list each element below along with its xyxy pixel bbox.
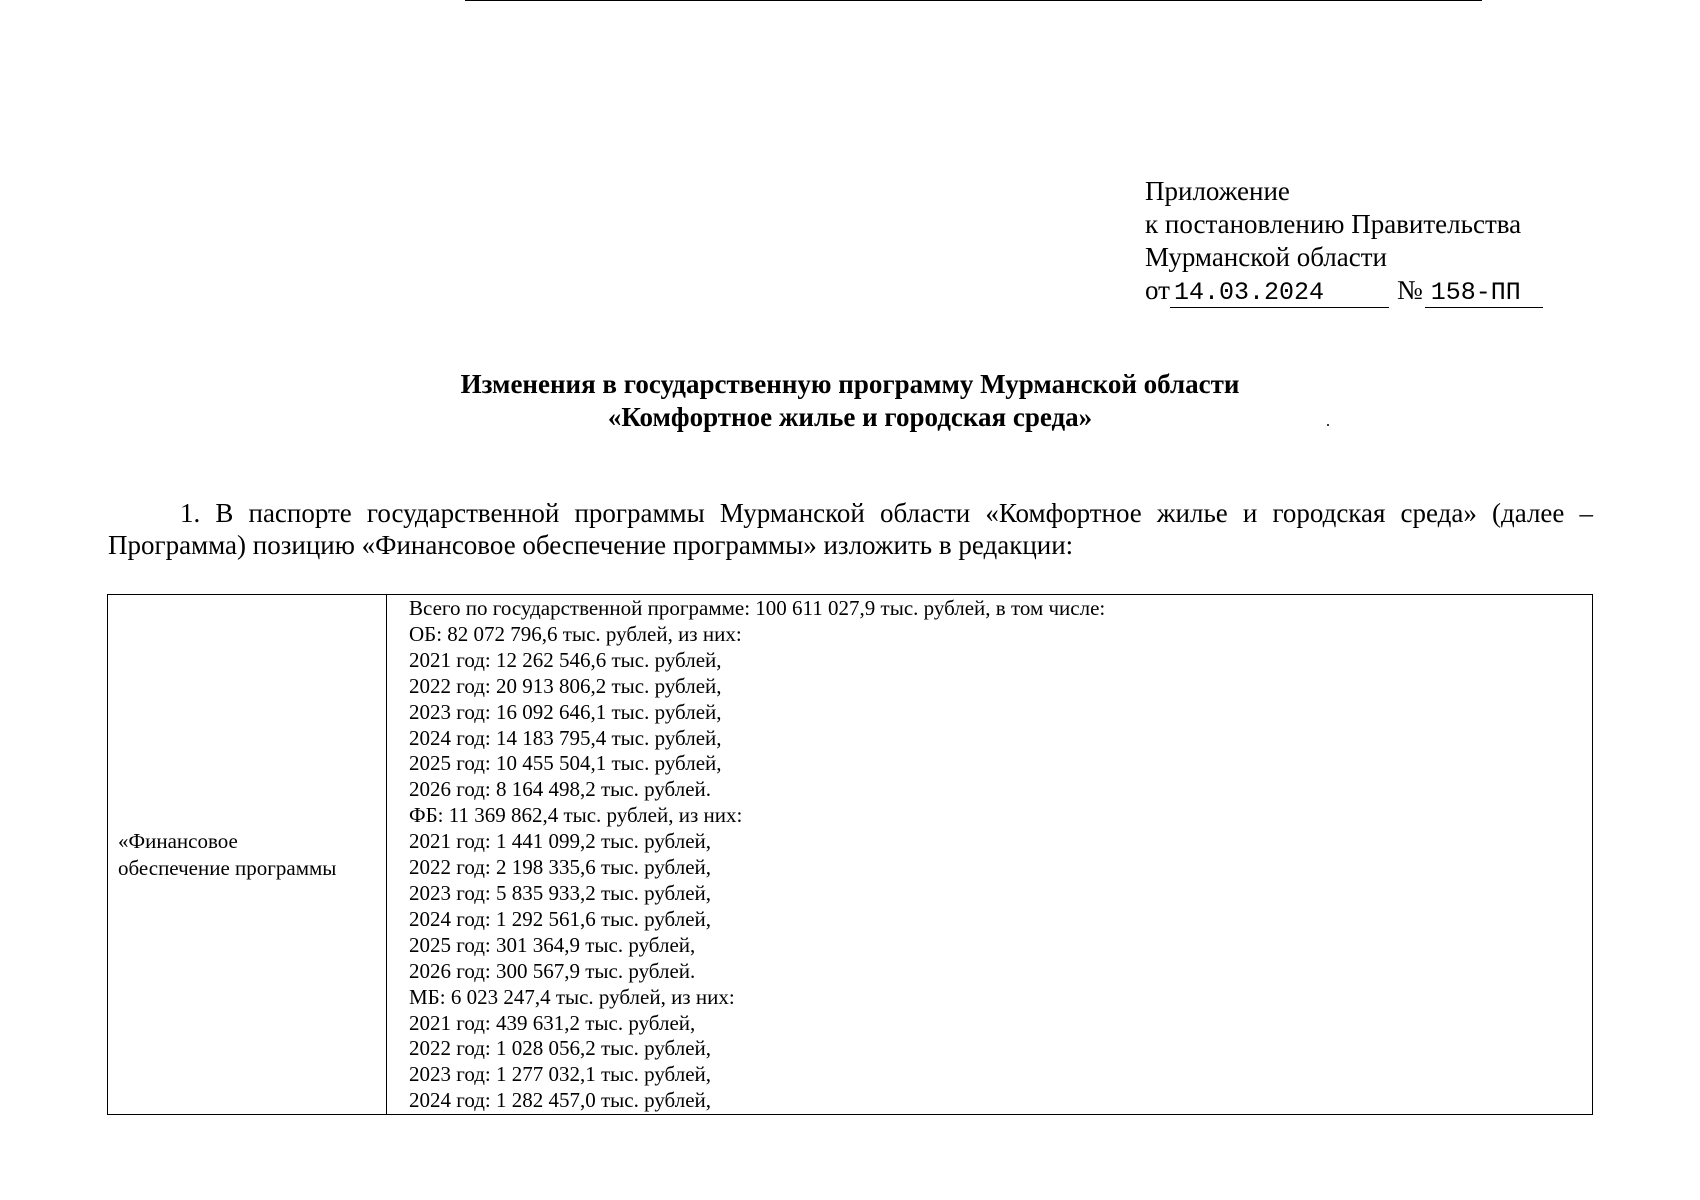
top-edge-rule — [465, 0, 1482, 1]
date-prefix: от — [1145, 275, 1170, 305]
financing-line: МБ: 6 023 247,4 тыс. рублей, из них: — [409, 984, 735, 1009]
financing-line: ФБ: 11 369 862,4 тыс. рублей, из них: — [409, 803, 743, 828]
financing-line: 2021 год: 12 262 546,6 тыс. рублей, — [409, 647, 722, 672]
financing-line: 2025 год: 301 364,9 тыс. рублей, — [409, 932, 696, 957]
financing-line: 2021 год: 439 631,2 тыс. рублей, — [409, 1010, 696, 1035]
label-line: «Финансовое — [118, 828, 238, 853]
financing-line: 2026 год: 300 567,9 тыс. рублей. — [409, 958, 696, 983]
financing-line: Всего по государственной программе: 100 611 027,9 тыс. рублей, в том числе: — [409, 596, 1106, 620]
appendix-heading: Приложение — [1145, 176, 1290, 206]
financing-label-cell — [108, 595, 387, 1115]
financing-line: 2025 год: 10 455 504,1 тыс. рублей, — [409, 751, 722, 776]
table-row — [108, 595, 1593, 1115]
financing-content-cell — [387, 595, 1593, 1115]
financing-line: 2026 год: 8 164 498,2 тыс. рублей. — [409, 777, 712, 802]
financing-line: 2023 год: 5 835 933,2 тыс. рублей, — [409, 880, 712, 905]
financing-line: 2022 год: 1 028 056,2 тыс. рублей, — [409, 1036, 712, 1061]
financing-line: 2024 год: 1 292 561,6 тыс. рублей, — [409, 906, 712, 931]
number-sign: № — [1396, 275, 1423, 305]
document-title-line2: «Комфортное жилье и городская среда» — [607, 402, 1093, 432]
appendix-block — [1145, 175, 1543, 308]
appendix-region: Мурманской области — [1145, 242, 1387, 272]
appendix-resolution-ref: к постановлению Правительства — [1145, 209, 1522, 239]
resolution-date: 14.03.2024 — [1170, 279, 1389, 308]
financing-table — [107, 594, 1593, 1115]
resolution-number: 158-ПП — [1425, 279, 1543, 308]
document-title-line1: Изменения в государственную программу Мурманской области — [460, 369, 1240, 399]
document-title — [0, 368, 1700, 434]
financing-line: 2022 год: 2 198 335,6 тыс. рублей, — [409, 855, 712, 880]
financing-line: 2022 год: 20 913 806,2 тыс. рублей, — [409, 673, 722, 698]
label-line: обеспечение программы — [118, 855, 337, 880]
financing-line: 2021 год: 1 441 099,2 тыс. рублей, — [409, 829, 712, 854]
appendix-date-number — [1145, 274, 1543, 308]
financing-line: 2024 год: 14 183 795,4 тыс. рублей, — [409, 725, 722, 750]
financing-line: 2023 год: 16 092 646,1 тыс. рублей, — [409, 699, 722, 724]
financing-line: ОБ: 82 072 796,6 тыс. рублей, из них: — [409, 621, 742, 646]
financing-line: 2024 год: 1 282 457,0 тыс. рублей, — [409, 1088, 712, 1113]
financing-line: 2023 год: 1 277 032,1 тыс. рублей, — [409, 1062, 712, 1087]
scan-artifact-dot — [1327, 424, 1329, 426]
intro-paragraph: 1. В паспорте государственной программы Мурманской области «Комфортное жилье и городская среда» (далее – Программа) позицию «Финансовое обеспечение программы» изложить в редакции: — [108, 498, 1593, 560]
